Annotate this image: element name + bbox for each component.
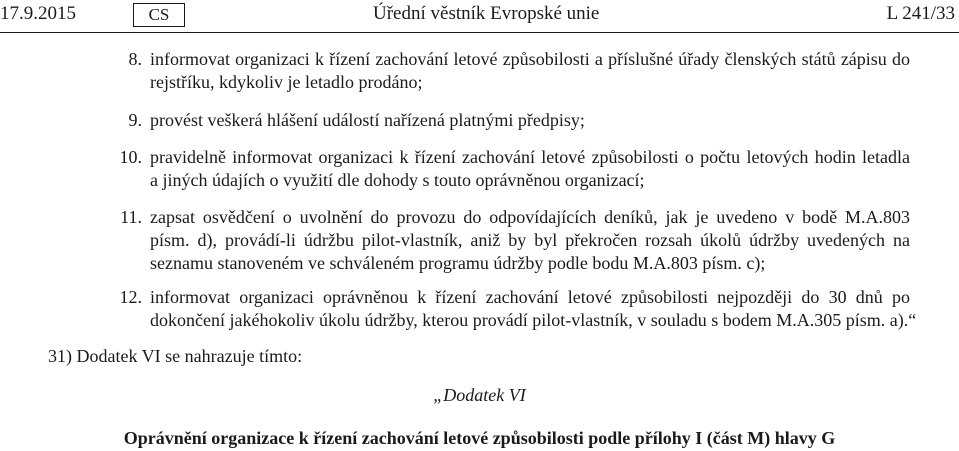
item-line: písm. d), provádí-li údržbu pilot-vlastník, aniž by byl překročen rozsah úkolů údržby uvedených na [150, 230, 910, 250]
item-number: 8. [128, 49, 142, 69]
item-line: rejstříku, kdykoliv je letadlo prodáno; [150, 72, 423, 92]
amendment-instruction: 31) Dodatek VI se nahrazuje tímto: [48, 346, 303, 366]
item-line: seznamu stanoveném ve schváleném programu údržby podle bodu M.A.803 písm. c); [150, 253, 766, 273]
item-line: zapsat osvědčení o uvolnění do provozu do odpovídajících deníků, jak je uvedeno v bodě M.A.803 [150, 207, 910, 227]
item-line: a jiných údajích o využití dle dohody s touto oprávněnou organizací; [150, 170, 645, 190]
annex-heading: Oprávnění organizace k řízení zachování letové způsobilosti podle přílohy I (část M) hlavy G [123, 428, 836, 448]
journal-title: Úřední věstník Evropské unie [373, 3, 600, 24]
item-text [150, 206, 910, 275]
item-number: 11. [120, 207, 142, 227]
item-line: informovat organizaci k řízení zachování letové způsobilosti a příslušné úřady členských států zápisu do [150, 49, 910, 69]
item-number: 9. [128, 110, 142, 130]
publication-date: 17.9.2015 [0, 3, 76, 24]
item-line: informovat organizaci oprávněnou k řízení zachování letové způsobilosti nejpozději do 30 dnů po [150, 287, 910, 307]
item-text [150, 48, 910, 94]
item-text [150, 286, 917, 332]
language-code-box: CS [133, 3, 185, 27]
item-line: dokončení jakéhokoliv úkolu údržby, kterou provádí pilot-vlastník, v souladu s bodem M.A.305 písm. a).“ [150, 310, 917, 330]
item-text [150, 109, 910, 132]
item-line: provést veškerá hlášení událostí nařízená platnými předpisy; [150, 110, 585, 130]
header-rule [0, 32, 959, 33]
item-number: 10. [119, 147, 142, 167]
page-number: L 241/33 [886, 3, 955, 24]
item-line: pravidelně informovat organizaci k řízení zachování letové způsobilosti o počtu letových hodin letadla [150, 147, 910, 167]
item-number: 12. [119, 287, 142, 307]
item-text [150, 146, 910, 192]
journal-header [0, 0, 959, 36]
annex-title: „Dodatek VI [433, 385, 526, 405]
